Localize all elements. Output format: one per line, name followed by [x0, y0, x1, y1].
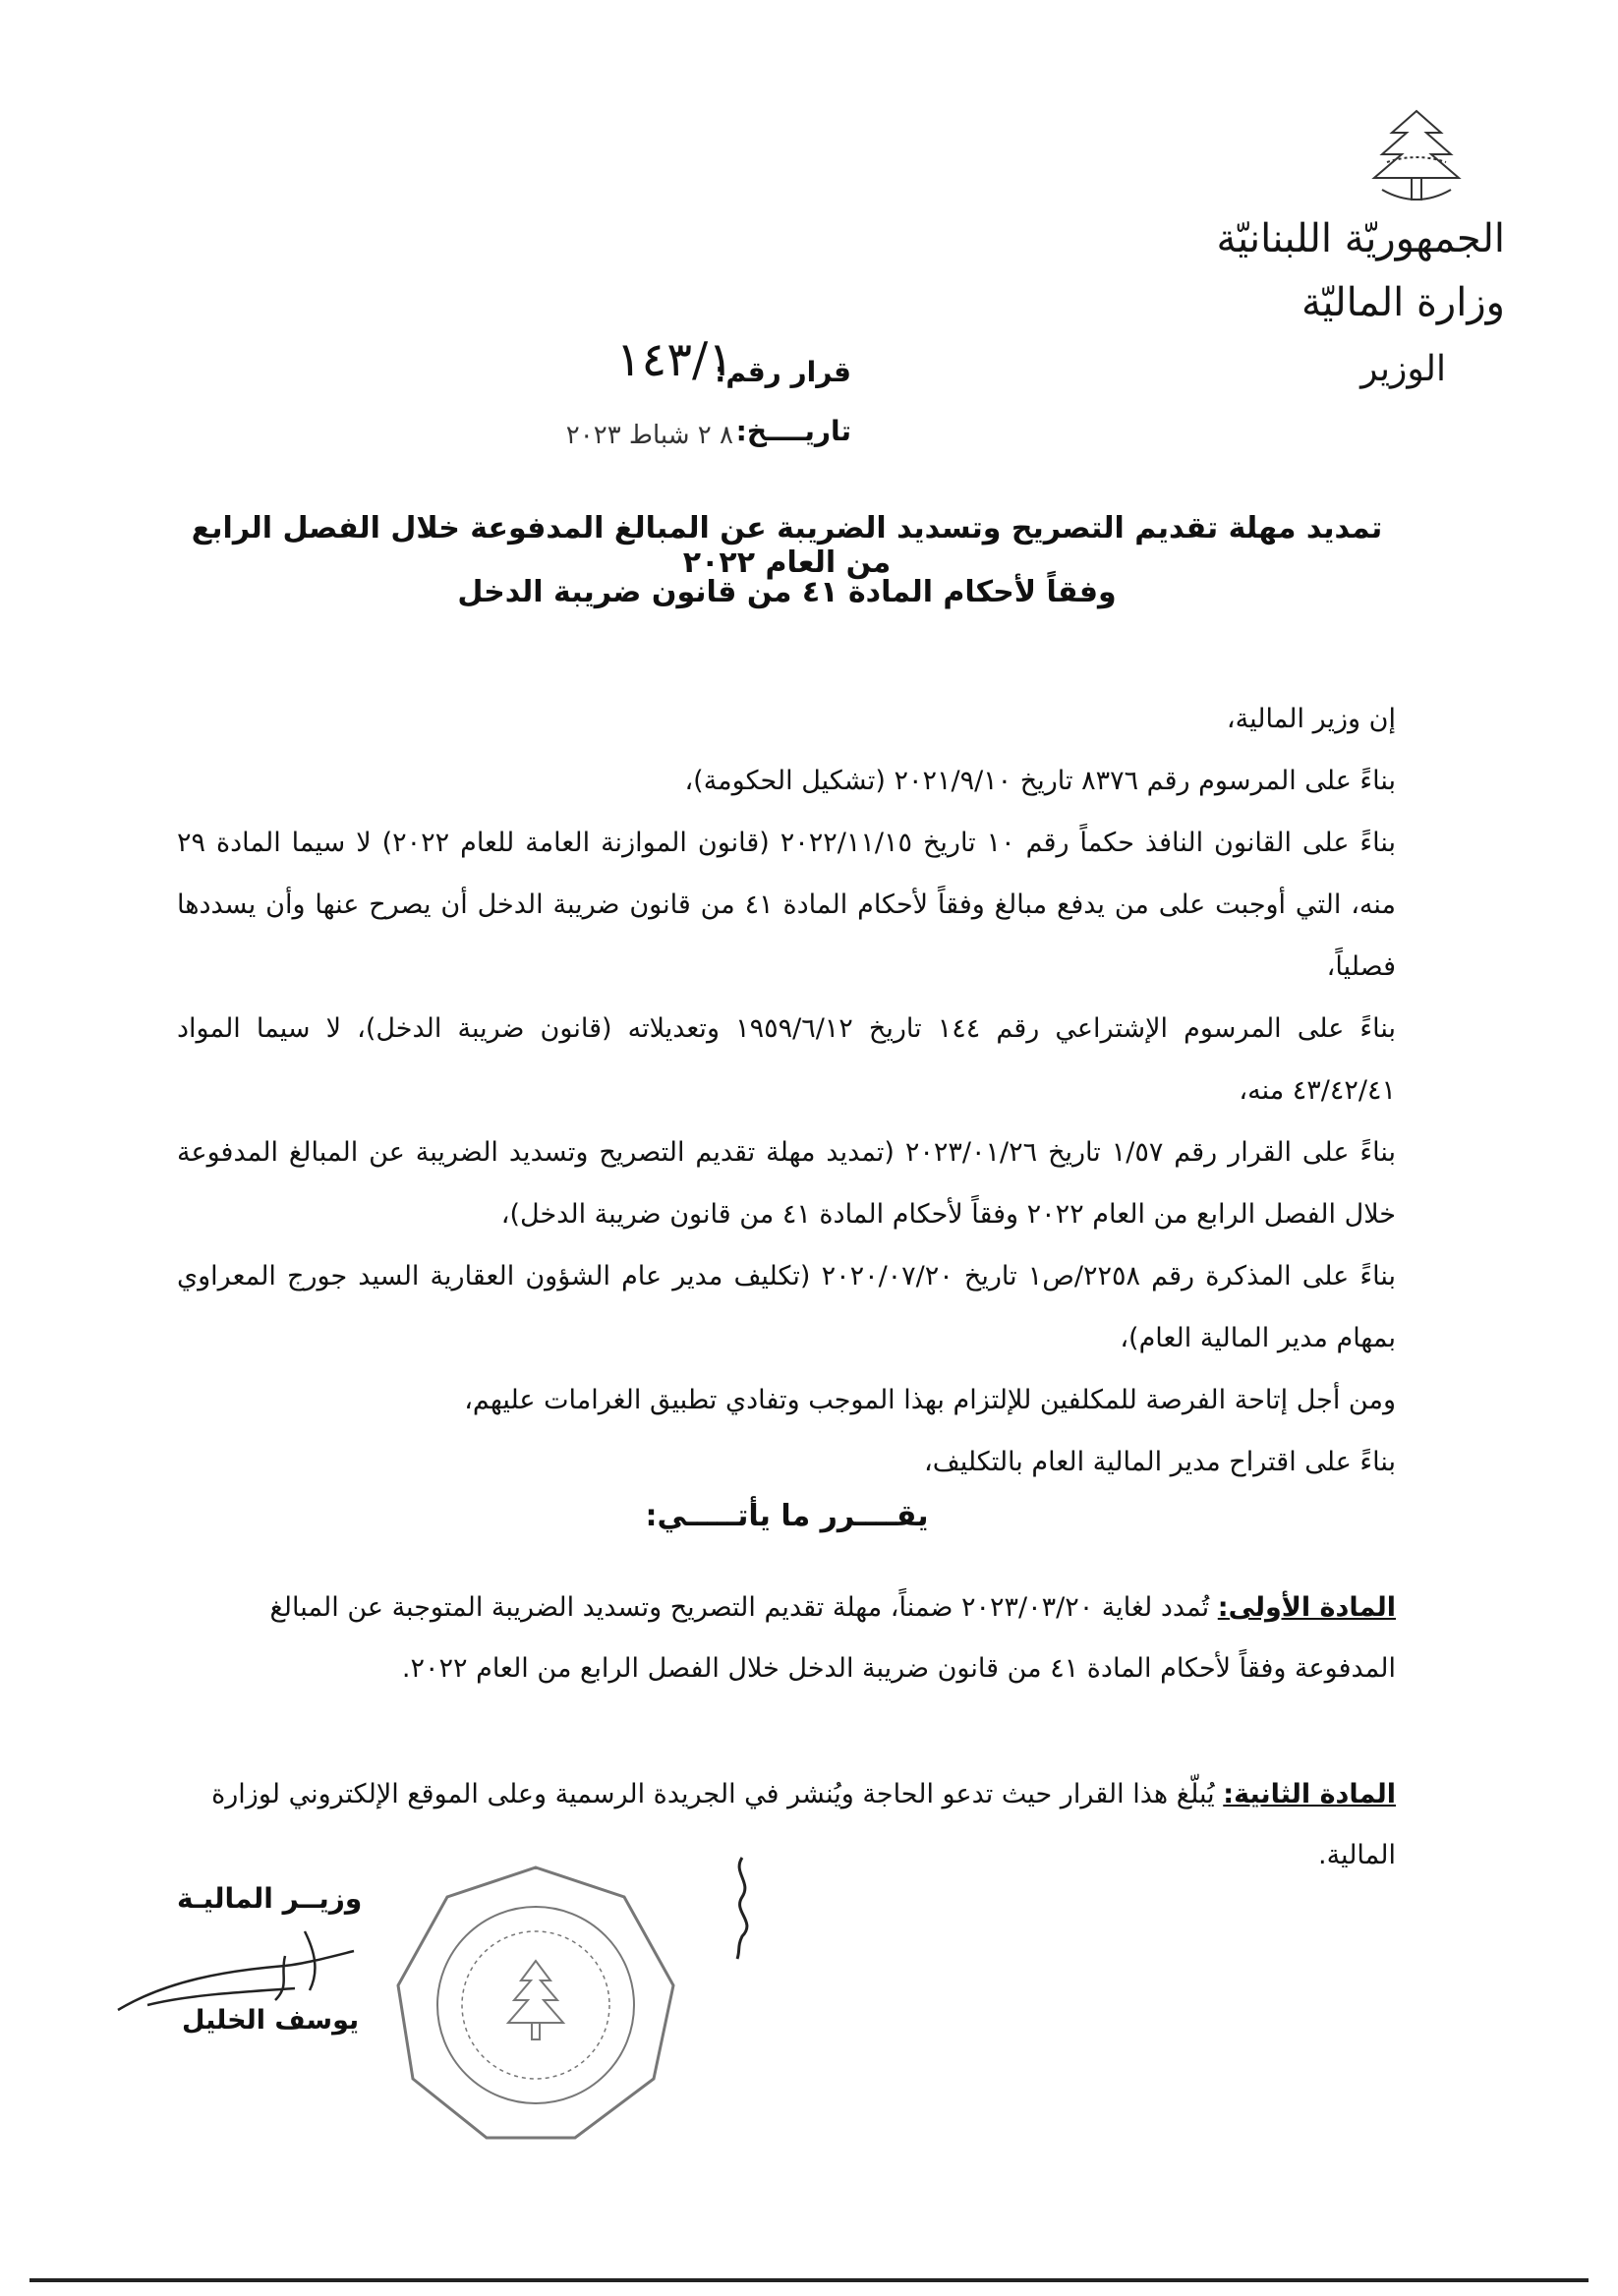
office-heading: الوزير	[1360, 349, 1446, 389]
decision-date-value: ٨ ٢ شباط ٢٠٢٣	[565, 421, 733, 450]
document-title-line1: تمديد مهلة تقديم التصريح وتسديد الضريبة عن المبالغ المدفوعة خلال الفصل الرابع من العام ٢٠٢٢	[191, 511, 1383, 580]
preamble-paragraph: ومن أجل إتاحة الفرصة للمكلفين للإلتزام بهذا الموجب وتفادي تطبيق الغرامات عليهم،	[464, 1385, 1396, 1415]
decision-number-value: ١٤٣/١	[615, 332, 733, 387]
decides-heading: يقــــرر ما يأتـــــي:	[645, 1499, 929, 1533]
preamble-paragraph: بناءً على اقتراح مدير المالية العام بالتكليف،	[924, 1447, 1396, 1477]
cedar-emblem-icon	[1353, 103, 1480, 211]
preamble-paragraph: بناءً على المرسوم رقم ٨٣٧٦ تاريخ ٢٠٢١/٩/١٠ (تشكيل الحكومة)،	[684, 766, 1396, 796]
preamble-paragraph: بناءً على القرار رقم ١/٥٧ تاريخ ٢٠٢٣/٠١/٢٦ (تمديد مهلة تقديم التصريح وتسديد الضريبة عن المبالغ المدفوعة خلال الفصل الرابع من العام ٢٠٢٢ وفقاً لأحكام المادة ٤١ من قانون ضريبة الدخل)،	[177, 1137, 1397, 1230]
preamble	[177, 688, 1396, 1493]
decision-date-label: تاريــــخ:	[735, 415, 851, 447]
decision-number-label: قرار رقم:	[715, 356, 851, 388]
article-2-title: المادة الثانية:	[1223, 1779, 1396, 1809]
document-title-line2: وفقاً لأحكام المادة ٤١ من قانون ضريبة الدخل	[457, 575, 1117, 609]
ministry-heading: وزارة الماليّة	[1300, 280, 1505, 325]
bottom-rule	[29, 2278, 1589, 2282]
signature-title: وزيــر الماليـة	[177, 1882, 363, 1915]
article-1-text: تُمدد لغاية ٢٠٢٣/٠٣/٢٠ ضمناً، مهلة تقديم التصريح وتسديد الضريبة المتوجبة عن المبالغ المدفوعة وفقاً لأحكام المادة ٤١ من قانون ضريبة الدخل خلال الفصل الرابع من العام ٢٠٢٢.	[269, 1592, 1396, 1684]
article-1	[177, 1578, 1396, 1699]
republic-heading: الجمهوريّة اللبنانيّة	[1216, 216, 1505, 261]
official-seal-stamp	[388, 1858, 683, 2152]
article-1-title: المادة الأولى:	[1217, 1592, 1396, 1623]
preamble-paragraph: بناءً على المذكرة رقم ٢٢٥٨/ص١ تاريخ ٢٠٢٠/٠٧/٢٠ (تكليف مدير عام الشؤون العقارية السيد جورج المعراوي بمهام مدير المالية العام)،	[177, 1261, 1397, 1353]
preamble-paragraph: إن وزير المالية،	[1226, 704, 1396, 734]
article-2	[177, 1764, 1396, 1886]
preamble-paragraph: بناءً على المرسوم الإشتراعي رقم ١٤٤ تاريخ ١٩٥٩/٦/١٢ وتعديلاته (قانون ضريبة الدخل)، لا سيما المواد ٤٣/٤٢/٤١ منه،	[177, 1013, 1397, 1106]
initial-mark	[713, 1853, 772, 1961]
preamble-paragraph: بناءً على القانون النافذ حكماً رقم ١٠ تاريخ ٢٠٢٢/١١/١٥ (قانون الموازنة العامة للعام ٢٠٢٢) لا سيما المادة ٢٩ منه، التي أوجبت على من يدفع مبالغ وفقاً لأحكام المادة ٤١ من قانون ضريبة الدخل أن يصرح عنها وأن يسددها فصلياً،	[177, 828, 1397, 982]
article-2-text: يُبلّغ هذا القرار حيث تدعو الحاجة ويُنشر في الجريدة الرسمية وعلى الموقع الإلكتروني لوزارة المالية.	[211, 1779, 1396, 1870]
signatory-name: يوسف الخليل	[182, 2005, 360, 2036]
